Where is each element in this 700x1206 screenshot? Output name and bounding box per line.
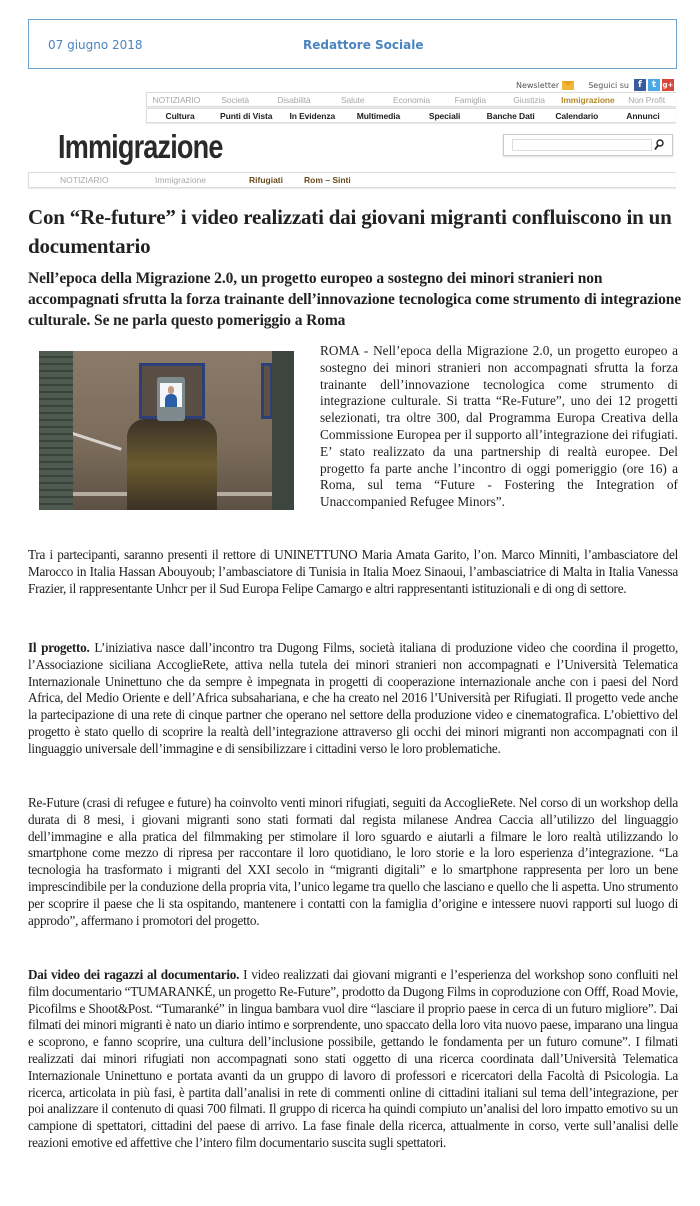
nav-item-banche-dati[interactable]: Banche Dati bbox=[486, 110, 535, 121]
nav-item-famiglia[interactable]: Famiglia bbox=[454, 94, 486, 105]
nav-item-in-evidenza[interactable]: In Evidenza bbox=[289, 110, 336, 121]
article-paragraph bbox=[28, 640, 678, 758]
article-paragraph bbox=[28, 547, 678, 597]
nav-item-giustizia[interactable]: Giustizia bbox=[513, 94, 545, 105]
nav-item-speciali[interactable]: Speciali bbox=[428, 110, 461, 121]
publish-date: 07 giugno 2018 bbox=[48, 38, 143, 52]
paragraph-heading: Dai video dei ragazzi al documentario. bbox=[28, 967, 240, 982]
article-paragraph bbox=[28, 967, 678, 1152]
nav-item-punti-di-vista[interactable]: Punti di Vista bbox=[220, 110, 273, 121]
paragraph-text: L’iniziativa nasce dall’incontro tra Dugong Films, società italiana di produzione video che coordina il progetto, l’Associazione siciliana AccoglieRete, attiva nella tutela dei minori stranieri non accompagnati e l’Università Telematica Internazionale Uninettuno che da sempre è impegnata in progetti di cooperazione internazionale anche con i paesi del Nord Africa, del Medio Oriente e dell’Africa subsahariana, e che ha creato nel 2016 l’Università per Rifugiati. Il progetto vede anche la partecipazione di una rete di cinque partner che operano nel settore della produzione video e cinematografica. L’obiettivo del progetto è stato quello di scoprire la realtà dell’integrazione attraverso gli occhi dei minori migranti non accompagnati con il linguaggio universale dell’immagine e di sensibilizzare i cittadini verso le loro problematiche. bbox=[28, 640, 678, 756]
newsletter-link[interactable]: Newsletter bbox=[515, 80, 560, 90]
paragraph-text: I video realizzati dai giovani migranti e l’esperienza del workshop sono confluiti nel film documentario “TUMARANKÉ, un progetto Re-Future”, prodotto da Dugong Films in coproduzione con Offf, Road Movie, Picofilms e Shoot&Post. “Tumaranké” in lingua bambara vuol dire “lasciare il proprio paese in cerca di un futuro migliore”. Dai filmati dei minori migranti è nato un diario intimo e sorprendente, uno spaccato della loro vita nuovo paese, imparano una lingua e scoprono, e fanno scoprire, una cultura dell’inclusione possibile, gettando le fondamenta per un futuro comune”. I filmati realizzati dai minori rifugiati non accompagnati sono stati oggetto di una ricerca coordinata dall’Università Telematica Internazionale Uninettuno e portata avanti da un gruppo di lavoro di professori e ricercatori della Facoltà di Psicologia. La ricerca, articolata in più fasi, è partita dall’analisi in rete di commenti online di cittadini italiani sul tema dell’integrazione, per poi analizzare il contenuto di quasi 700 filmati. Il gruppo di ricerca ha quindi compiuto un’analisi del loro impatto emotivo su un campione di spettatori, cittadini del paese di arrivo. La fase finale della ricerca, attualmente in corso, verte sull’analisi delle reazioni emotive ed affettive che l’intero film documentario suscita sugli spettatori. bbox=[28, 967, 678, 1150]
nav-item-non-profit[interactable]: Non Profit bbox=[628, 94, 666, 105]
secondary-nav bbox=[146, 108, 676, 123]
breadcrumb-notiziario[interactable]: NOTIZIARIO bbox=[60, 175, 109, 185]
nav-item-disabilita[interactable]: Disabilità bbox=[277, 94, 311, 105]
paragraph-text: Tra i partecipanti, saranno presenti il rettore di UNINETTUNO Maria Amata Garito, l’on. Marco Minniti, l’ambasciatore del Marocco in Italia Hassan Abouyoub; l’ambasciatore di Tunisia in Italia Moez Sinaoui, l’ambasciatrice di Malta in Italia Vanessa Frazier, il rappresentante Unhcr per il Sud Europa Felipe Camargo e altri rappresentanti istituzionali e di ong di settore. bbox=[28, 547, 678, 596]
breadcrumb bbox=[28, 172, 676, 188]
breadcrumb-immigrazione[interactable]: Immigrazione bbox=[155, 175, 207, 185]
article-paragraph bbox=[28, 795, 678, 929]
paragraph-text: Re-Future (crasi di refugee e future) ha coinvolto venti minori rifugiati, seguiti da AccoglieRete. Nel corso di un workshop della durata di 8 mesi, i giovani migranti sono stati formati dal regista milanese Andrea Caccia all’utilizzo del linguaggio dell’immagine e alla pratica del filmmaking per stimolare il loro sguardo e aiutarli a filmare le loro realtà utilizzando lo smartphone come mezzo di ripresa per raccontare il loro quotidiano, le loro storie e la loro esperienza d’integrazione. “La tecnologia ha trasformato i migranti del XXI secolo in “migranti digitali” e lo smartphone rappresenta per loro un bene imprescindibile per la conduzione della propria vita, l’unico legame tra quello che lasciano e quello che li aspetta. Uno strumento per scoprire il paese che li sta ospitando, mantenere i contatti con la famiglia d’origine e intessere nuovi rapporti sul luogo di approdo”, affermano i promotori del progetto. bbox=[28, 795, 678, 928]
twitter-icon[interactable]: t bbox=[648, 79, 660, 91]
nav-item-notiziario[interactable]: NOTIZIARIO bbox=[152, 94, 201, 105]
site-header-box bbox=[28, 19, 677, 69]
nav-item-salute[interactable]: Salute bbox=[340, 94, 365, 105]
paragraph-heading: Il progetto. bbox=[28, 640, 90, 655]
nav-item-societa[interactable]: Società bbox=[221, 94, 249, 105]
nav-item-cultura[interactable]: Cultura bbox=[165, 110, 195, 121]
google-plus-icon[interactable]: g+ bbox=[662, 81, 674, 89]
nav-item-multimedia[interactable]: Multimedia bbox=[356, 110, 401, 121]
utility-bar bbox=[516, 78, 674, 92]
article-subhead: Nell’epoca della Migrazione 2.0, un progetto europeo a sostegno dei minori stranieri non accompagnati sfrutta la forza trainante dell’innovazione tecnologica come strumento di integrazione culturale. Se ne parla questo pomeriggio a Roma bbox=[28, 270, 682, 329]
envelope-icon[interactable] bbox=[562, 81, 574, 90]
article-lead: ROMA - Nell’epoca della Migrazione 2.0, un progetto europeo a sostegno dei minori stranieri non accompagnati sfrutta la forza trainante dell’innovazione tecnologica come strumento di integrazione culturale. Si tratta “Re-Future”, uno dei 12 progetti selezionati, tra oltre 300, dal Programma Europa Creativa della Commissione Europea per il supporto all’integrazione dei rifugiati. E’ stato realizzato da una partnership di realtà europee. Del progetto fa parte anche l’incontro di oggi pomeriggio (ore 16) a Roma, sul tema “Future - Fostering the Integration of Unaccompanied Refugee Minors”. bbox=[320, 343, 678, 510]
nav-item-economia[interactable]: Economia bbox=[393, 94, 431, 105]
category-rifugiati[interactable]: Rifugiati bbox=[249, 175, 283, 185]
section-title: Immigrazione bbox=[58, 128, 223, 165]
nav-item-calendario[interactable]: Calendario bbox=[555, 110, 599, 121]
category-rom-sinti[interactable]: Rom – Sinti bbox=[304, 175, 351, 185]
magnifier-icon[interactable] bbox=[654, 139, 664, 151]
nav-item-immigrazione[interactable]: Immigrazione bbox=[561, 94, 615, 105]
follow-label: Seguici su bbox=[588, 80, 629, 90]
article-image bbox=[39, 351, 294, 510]
search-input[interactable] bbox=[512, 139, 652, 151]
article-headline: Con “Re-future” i video realizzati dai giovani migranti confluiscono in un documentario bbox=[28, 205, 672, 258]
nav-item-annunci[interactable]: Annunci bbox=[626, 110, 660, 121]
primary-nav bbox=[146, 92, 676, 107]
search-box bbox=[503, 134, 673, 156]
facebook-icon[interactable]: f bbox=[634, 79, 646, 91]
brand-link[interactable]: Redattore Sociale bbox=[303, 38, 424, 52]
